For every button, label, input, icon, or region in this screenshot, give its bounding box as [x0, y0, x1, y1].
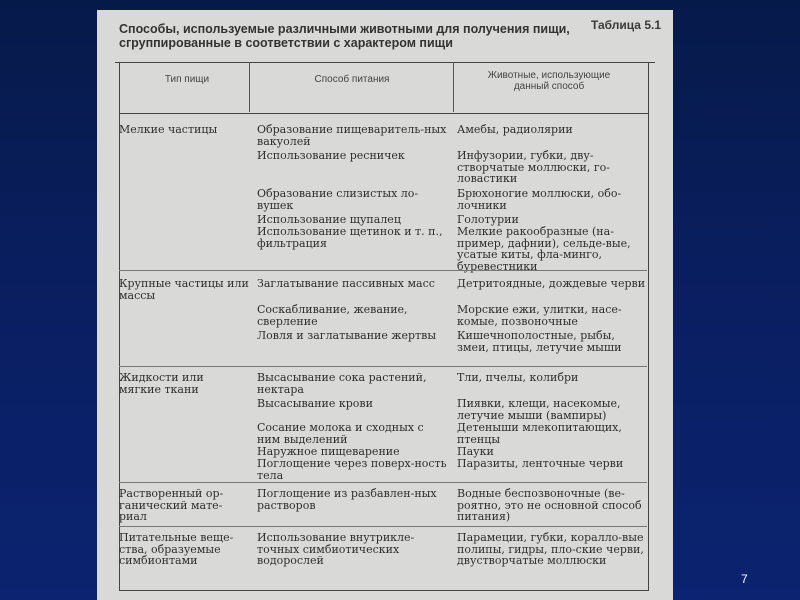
row-6-method: Заглатывание пассивных масс — [257, 277, 435, 290]
row-9-animals: Тли, пчелы, колибри — [457, 371, 579, 384]
row-6-animals: Детритоядные, дождевые черви — [457, 277, 646, 290]
scanned-table-page — [97, 10, 673, 600]
row-11-animals: Детеныши млекопитающих, птенцы — [457, 421, 622, 446]
row-3-animals: Брюхоногие моллюски, обо-лочники — [457, 187, 622, 212]
row-10-method: Высасывание крови — [257, 397, 373, 410]
row-12-method: Наружное пищеварение — [257, 445, 400, 458]
row-6-type: Крупные частицы или массы — [119, 277, 249, 302]
group-rule-1 — [119, 270, 647, 271]
header-animals: Животные, использующие данный способ — [487, 70, 611, 92]
row-5-method: Использование щетинок и т. п., фильтрация — [257, 225, 443, 250]
row-15-animals: Парамеции, губки, коралло-вые полипы, гидры, пло-ские черви, двустворчатые моллюски — [457, 531, 644, 567]
row-14-method: Поглощение из разбавлен-ных растворов — [257, 487, 437, 512]
row-8-method: Ловля и заглатывание жертвы — [257, 329, 437, 342]
table-label: Таблица 5.1 — [590, 18, 661, 32]
row-1-method: Образование пищеваритель-ных вакуолей — [257, 123, 447, 148]
row-11-method: Сосание молока и сходных с ним выделений — [257, 421, 424, 446]
slide-number: 7 — [741, 572, 748, 586]
row-7-method: Соскабливание, жевание, сверление — [257, 303, 408, 328]
row-13-method: Поглощение через поверх-ность тела — [257, 457, 447, 482]
table-caption: Способы, используемые различными животными для получения пищи, сгруппированные в соответствии с характером пищи — [119, 22, 570, 50]
group-rule-2 — [119, 366, 647, 367]
row-7-animals: Морские ежи, улитки, насе-комые, позвоночные — [457, 303, 622, 328]
header-food-type: Тип пищи — [164, 74, 210, 85]
group-rule-4 — [119, 526, 647, 527]
row-15-method: Использование внутрикле-точных симбиотических водорослей — [257, 531, 415, 567]
row-15-type: Питательные веще-ства, образуемые симбионтами — [119, 531, 234, 567]
row-14-type: Растворенный ор-ганический мате-риал — [119, 487, 224, 523]
row-9-method: Высасывание сока растений, нектара — [257, 371, 427, 396]
row-8-animals: Кишечнополостные, рыбы, змеи, птицы, летучие мыши — [457, 329, 622, 354]
header-divider-2 — [453, 62, 454, 112]
row-12-animals: Пауки — [457, 445, 494, 458]
row-4-animals: Голотурии — [457, 213, 519, 226]
row-10-animals: Пиявки, клещи, насекомые, летучие мыши (вампиры) — [457, 397, 621, 422]
row-2-method: Использование ресничек — [257, 149, 405, 162]
row-9-type: Жидкости или мягкие ткани — [119, 371, 204, 396]
row-4-method: Использование щупалец — [257, 213, 401, 226]
row-3-method: Образование слизистых ло-вушек — [257, 187, 419, 212]
header-method: Способ питания — [314, 74, 390, 85]
header-divider-1 — [249, 62, 250, 112]
row-5-animals: Мелкие ракообразные (на-пример, дафнии), сельде-вые, усатые киты, флa-минго, буревестники — [457, 225, 631, 273]
header-bottom-rule — [119, 113, 649, 114]
row-1-type: Мелкие частицы — [119, 123, 218, 136]
row-2-animals: Инфузории, губки, дву-створчатые моллюски, го-ловастики — [457, 149, 610, 185]
row-1-animals: Амебы, радиолярии — [457, 123, 573, 136]
group-rule-3 — [119, 482, 647, 483]
row-13-animals: Паразиты, ленточные черви — [457, 457, 624, 470]
row-14-animals: Водные беспозвоночные (ве-роятно, это не основной способ питания) — [457, 487, 642, 523]
